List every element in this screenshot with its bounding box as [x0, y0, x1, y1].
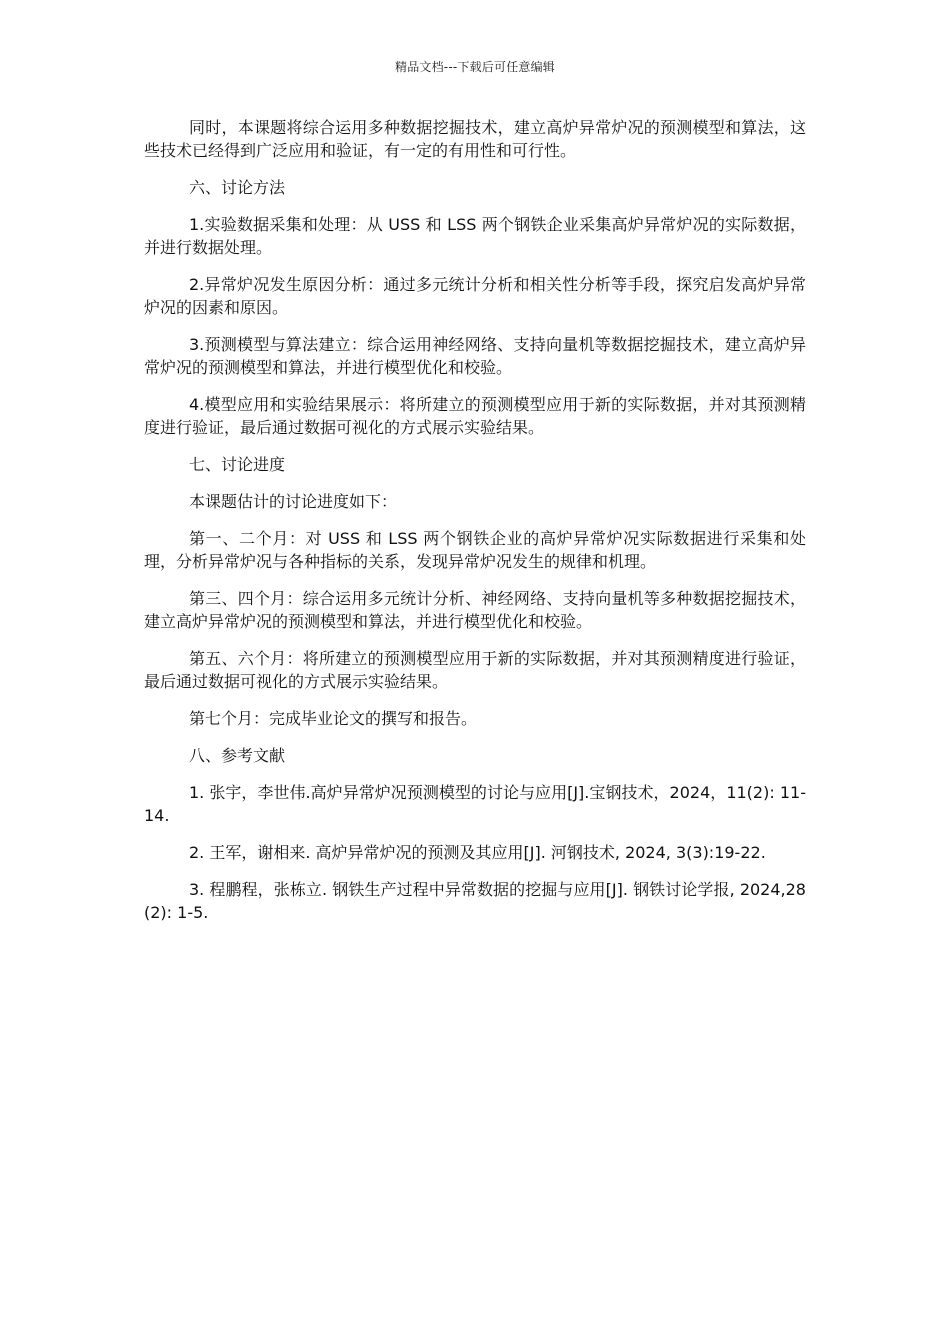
progress-item: 第一、二个月：对 USS 和 LSS 两个钢铁企业的高炉异常炉况实际数据进行采集和处理，分析异常炉况与各种指标的关系，发现异常炉况发生的规律和机理。 — [144, 529, 806, 571]
document-body — [144, 116, 806, 938]
reference-item: 2. 王军，谢相来. 高炉异常炉况的预测及其应用[J]. 河钢技术, 2024, 3(3):19-22. — [189, 843, 766, 862]
page-header: 精品文档---下载后可任意编辑 — [395, 60, 555, 74]
section-heading-references: 八、参考文献 — [189, 746, 286, 765]
method-item: 4.模型应用和实验结果展示：将所建立的预测模型应用于新的实际数据，并对其预测精度进行验证，最后通过数据可视化的方式展示实验结果。 — [144, 395, 806, 437]
progress-item: 第五、六个月：将所建立的预测模型应用于新的实际数据，并对其预测精度进行验证，最后通过数据可视化的方式展示实验结果。 — [144, 649, 806, 691]
method-item: 1.实验数据采集和处理：从 USS 和 LSS 两个钢铁企业采集高炉异常炉况的实际数据，并进行数据处理。 — [144, 215, 806, 257]
method-item: 3.预测模型与算法建立：综合运用神经网络、支持向量机等数据挖掘技术，建立高炉异常炉况的预测模型和算法，并进行模型优化和校验。 — [144, 335, 806, 377]
reference-item: 1. 张宇，李世伟.高炉异常炉况预测模型的讨论与应用[J].宝钢技术，2024，11(2): 11-14. — [144, 783, 806, 825]
method-item: 2.异常炉况发生原因分析：通过多元统计分析和相关性分析等手段，探究启发高炉异常炉况的因素和原因。 — [144, 275, 806, 317]
progress-intro: 本课题估计的讨论进度如下： — [189, 492, 398, 511]
progress-item: 第七个月：完成毕业论文的撰写和报告。 — [189, 709, 478, 728]
progress-item: 第三、四个月：综合运用多元统计分析、神经网络、支持向量机等多种数据挖掘技术，建立高炉异常炉况的预测模型和算法，并进行模型优化和校验。 — [144, 589, 806, 631]
reference-item: 3. 程鹏程，张栋立. 钢铁生产过程中异常数据的挖掘与应用[J]. 钢铁讨论学报, 2024,28(2): 1-5. — [144, 880, 806, 922]
section-heading-methods: 六、讨论方法 — [189, 178, 286, 197]
intro-paragraph: 同时，本课题将综合运用多种数据挖掘技术，建立高炉异常炉况的预测模型和算法，这些技术已经得到广泛应用和验证，有一定的有用性和可行性。 — [144, 118, 806, 160]
section-heading-progress: 七、讨论进度 — [189, 455, 286, 474]
